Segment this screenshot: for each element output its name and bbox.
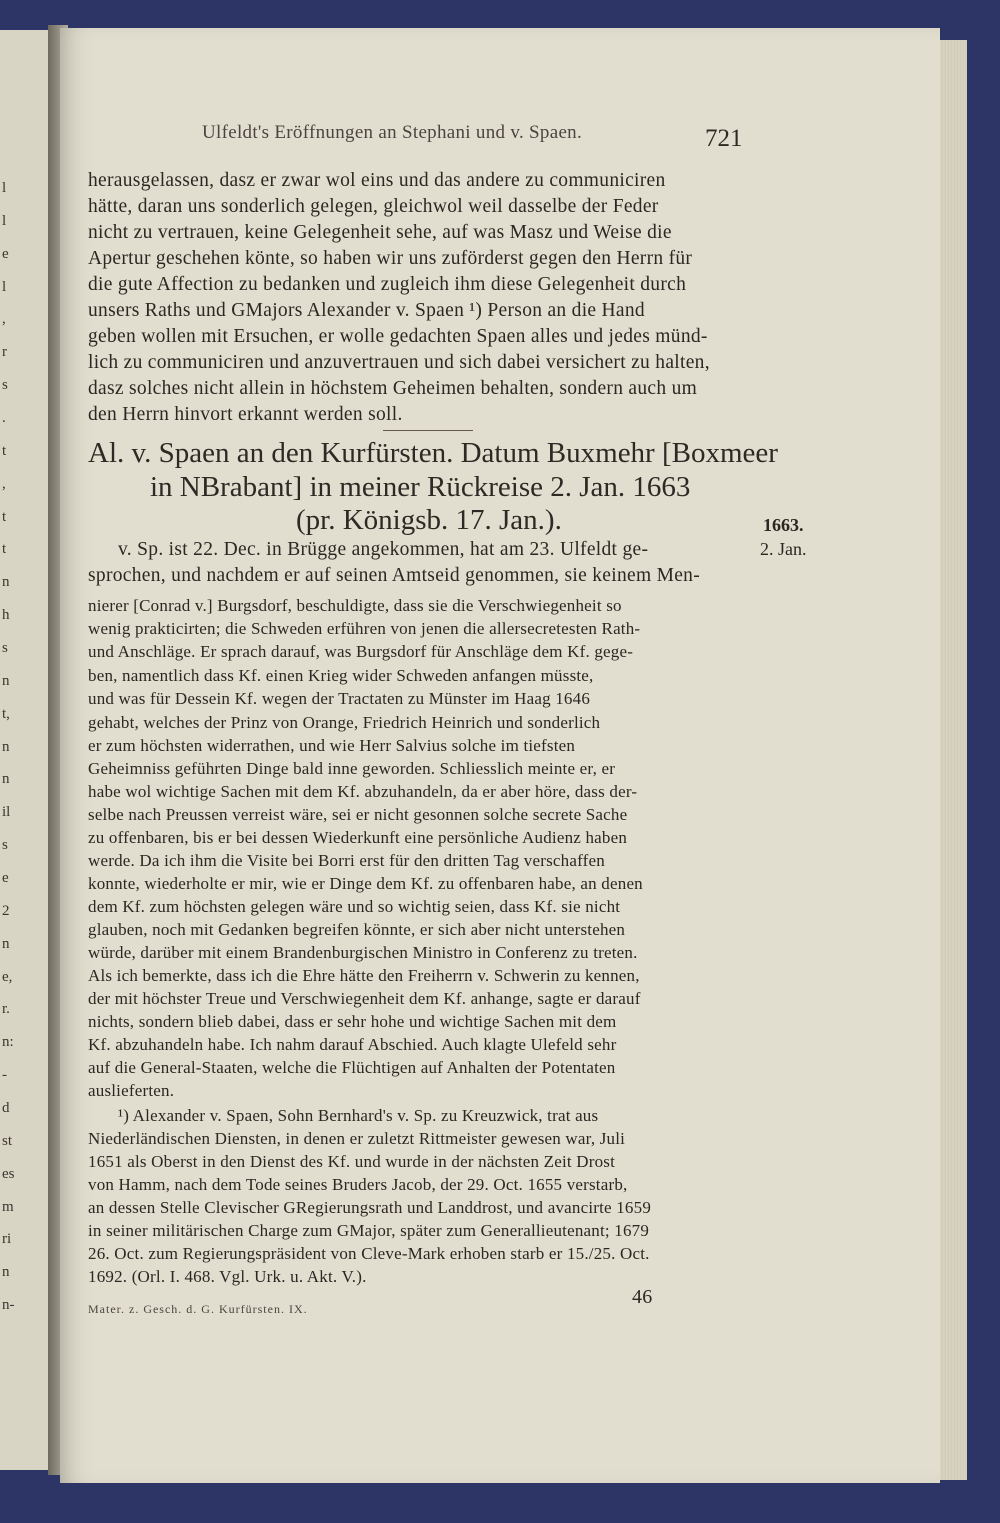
small-text-line: und Anschläge. Er sprach darauf, was Burgsdorf für Anschläge dem Kf. gege- — [88, 642, 634, 661]
left-edge-char: n: — [2, 1034, 14, 1051]
section-title-line: Al. v. Spaen an den Kurfürsten. Datum Buxmehr [Boxmeer — [88, 437, 778, 469]
left-edge-char: e — [2, 870, 9, 886]
text-line: herausgelassen, dasz er zwar wol eins und das andere zu communiciren — [88, 170, 666, 191]
left-edge-char: - — [2, 1067, 7, 1084]
left-page-edge — [0, 30, 50, 1470]
text-line: sprochen, und nachdem er auf seinen Amtseid genommen, sie keinem Men- — [88, 565, 701, 586]
left-edge-char: s — [2, 640, 8, 656]
small-text-line: ben, namentlich dass Kf. einen Krieg wider Schweden anfangen müsste, — [88, 666, 594, 685]
margin-year: 1663. — [763, 515, 804, 535]
left-edge-char: 2 — [2, 902, 10, 919]
footnote-line: in seiner militärischen Charge zum GMajor, später zum Generallieutenant; 1679 — [88, 1221, 650, 1240]
text-line: unsers Raths und GMajors Alexander v. Spaen ¹) Person an die Hand — [88, 300, 645, 321]
small-text-line: auslieferten. — [88, 1081, 175, 1100]
small-text-line: gehabt, welches der Prinz von Orange, Friedrich Heinrich und sonderlich — [88, 713, 601, 732]
section-title-line: (pr. Königsb. 17. Jan.). — [296, 504, 562, 536]
small-text-line: selbe nach Preussen verreist wäre, sei er nicht gesonnen solche secrete Sache — [88, 805, 628, 824]
book-page — [60, 28, 940, 1483]
small-text-line: zu offenbaren, bis er bei dessen Wiederkunft eine persönliche Audienz haben — [88, 828, 628, 847]
left-edge-char: ri — [2, 1231, 12, 1248]
left-edge-char: r. — [2, 1001, 10, 1018]
left-edge-char: n — [2, 574, 10, 591]
left-edge-char: d — [2, 1100, 10, 1116]
left-edge-char: t — [2, 541, 7, 558]
small-text-line: nierer [Conrad v.] Burgsdorf, beschuldigte, dass sie die Verschwiegenheit so — [88, 596, 622, 615]
footnote-line: 26. Oct. zum Regierungspräsident von Cleve-Mark erhoben starb er 15./25. Oct. — [88, 1244, 650, 1263]
left-edge-char: m — [2, 1198, 14, 1215]
page-number: 721 — [705, 125, 743, 152]
small-text-line: glauben, noch mit Gedanken begreifen könnte, er sich aber nicht unterstehen — [88, 920, 626, 939]
footnote-line: ¹) Alexander v. Spaen, Sohn Bernhard's v. Sp. zu Kreuzwick, trat aus — [118, 1106, 599, 1125]
small-text-line: werde. Da ich ihm die Visite bei Borri erst für den dritten Tag verschaffen — [88, 851, 605, 870]
left-edge-char: l — [2, 278, 7, 295]
left-edge-char: s — [2, 377, 8, 394]
text-line: Apertur geschehen könte, so haben wir uns zuförderst gegen den Herrn für — [88, 248, 693, 269]
small-text-line: und was für Dessein Kf. wegen der Tractaten zu Münster im Haag 1646 — [88, 689, 591, 708]
left-edge-char: r — [2, 344, 7, 361]
footnote-line: Niederländischen Diensten, in denen er zuletzt Rittmeister gewesen war, Juli — [88, 1129, 626, 1148]
left-edge-char: n — [2, 1264, 10, 1281]
left-edge-char: t — [2, 508, 7, 525]
left-edge-char: h — [2, 607, 10, 624]
text-line: nicht zu vertrauen, keine Gelegenheit sehe, auf was Masz und Weise die — [88, 222, 672, 243]
footnote-line: 1692. (Orl. I. 468. Vgl. Urk. u. Akt. V.). — [88, 1267, 367, 1286]
text-line: lich zu communiciren und anzuvertrauen und sich dabei versichert zu halten, — [88, 352, 710, 373]
text-line: dasz solches nicht allein in höchstem Geheimen behalten, sondern auch um — [88, 378, 698, 399]
section-divider — [383, 430, 473, 431]
left-edge-char: , — [2, 475, 6, 492]
small-text-line: nichts, sondern blieb dabei, dass er sehr hohe und wichtige Sachen mit dem — [88, 1012, 617, 1031]
left-edge-char: . — [2, 410, 6, 426]
left-edge-char: t — [2, 442, 7, 459]
small-text-line: er zum höchsten widerrathen, und wie Herr Salvius solche im tiefsten — [88, 736, 576, 755]
left-edge-char: n — [2, 771, 10, 788]
left-edge-char: n — [2, 672, 10, 689]
left-edge-char: n- — [2, 1297, 15, 1314]
text-line: hätte, daran uns sonderlich gelegen, gleichwol weil dasselbe der Feder — [88, 196, 659, 217]
left-edge-char: es — [2, 1165, 15, 1182]
small-text-line: auf die General-Staaten, welche die Flüchtigen auf Anhalten der Potentaten — [88, 1058, 616, 1077]
footnote-line: an dessen Stelle Clevischer GRegierungsrath und Landdrost, und avancirte 1659 — [88, 1198, 652, 1217]
left-edge-char: s — [2, 837, 8, 854]
left-edge-char: l — [2, 180, 7, 196]
section-title-line: in NBrabant] in meiner Rückreise 2. Jan. 1663 — [150, 471, 691, 503]
text-line: v. Sp. ist 22. Dec. in Brügge angekommen, hat am 23. Ulfeldt ge- — [118, 539, 649, 560]
left-edge-char: e, — [2, 968, 13, 985]
small-text-line: würde, darüber mit einem Brandenburgischen Ministro in Conferenz zu treten. — [88, 943, 638, 962]
left-edge-char: il — [2, 804, 11, 821]
small-text-line: habe wol wichtige Sachen mit dem Kf. abzuhandeln, da er aber höre, dass der- — [88, 782, 638, 801]
running-title: Ulfeldt's Eröffnungen an Stephani und v. Spaen. — [202, 122, 583, 143]
small-text-line: dem Kf. zum höchsten gelegen wäre und so wichtig seien, dass Kf. sie nicht — [88, 897, 621, 916]
left-edge-char: , — [2, 311, 6, 328]
small-text-line: Geheimniss geführten Dinge bald inne geworden. Schliesslich meinte er, er — [88, 759, 616, 778]
left-edge-char: t, — [2, 705, 10, 722]
footnote-line: 1651 als Oberst in den Dienst des Kf. und wurde in der nächsten Zeit Drost — [88, 1152, 616, 1171]
left-edge-char: st — [2, 1132, 13, 1149]
left-edge-char: n — [2, 935, 10, 952]
margin-date: 2. Jan. — [760, 539, 807, 559]
printer-signature: Mater. z. Gesch. d. G. Kurfürsten. IX. — [88, 1302, 308, 1316]
footnote-line: von Hamm, nach dem Tode seines Bruders Jacob, der 29. Oct. 1655 verstarb, — [88, 1175, 628, 1194]
text-line: geben wollen mit Ersuchen, er wolle gedachten Spaen alles und jedes münd- — [88, 326, 708, 347]
sheet-number: 46 — [632, 1286, 653, 1308]
small-text-line: Kf. abzuhandeln habe. Ich nahm darauf Abschied. Auch klagte Ulefeld sehr — [88, 1035, 617, 1054]
left-edge-char: e — [2, 245, 9, 262]
small-text-line: der mit höchster Treue und Verschwiegenheit dem Kf. anhange, sagte er darauf — [88, 989, 641, 1008]
text-line: den Herrn hinvort erkannt werden soll. — [88, 404, 403, 425]
small-text-line: konnte, wiederholte er mir, wie er Dinge dem Kf. zu offenbaren habe, an denen — [88, 874, 643, 893]
small-text-line: wenig prakticirten; die Schweden erführen von jenen die allersecretesten Rath- — [88, 619, 641, 638]
small-text-line: Als ich bemerkte, dass ich die Ehre hätte den Freiherrn v. Schwerin zu kennen, — [88, 966, 640, 985]
left-edge-char: n — [2, 738, 10, 755]
left-edge-char: l — [2, 212, 7, 229]
text-line: die gute Affection zu bedanken und zugleich ihm diese Gelegenheit durch — [88, 274, 687, 295]
